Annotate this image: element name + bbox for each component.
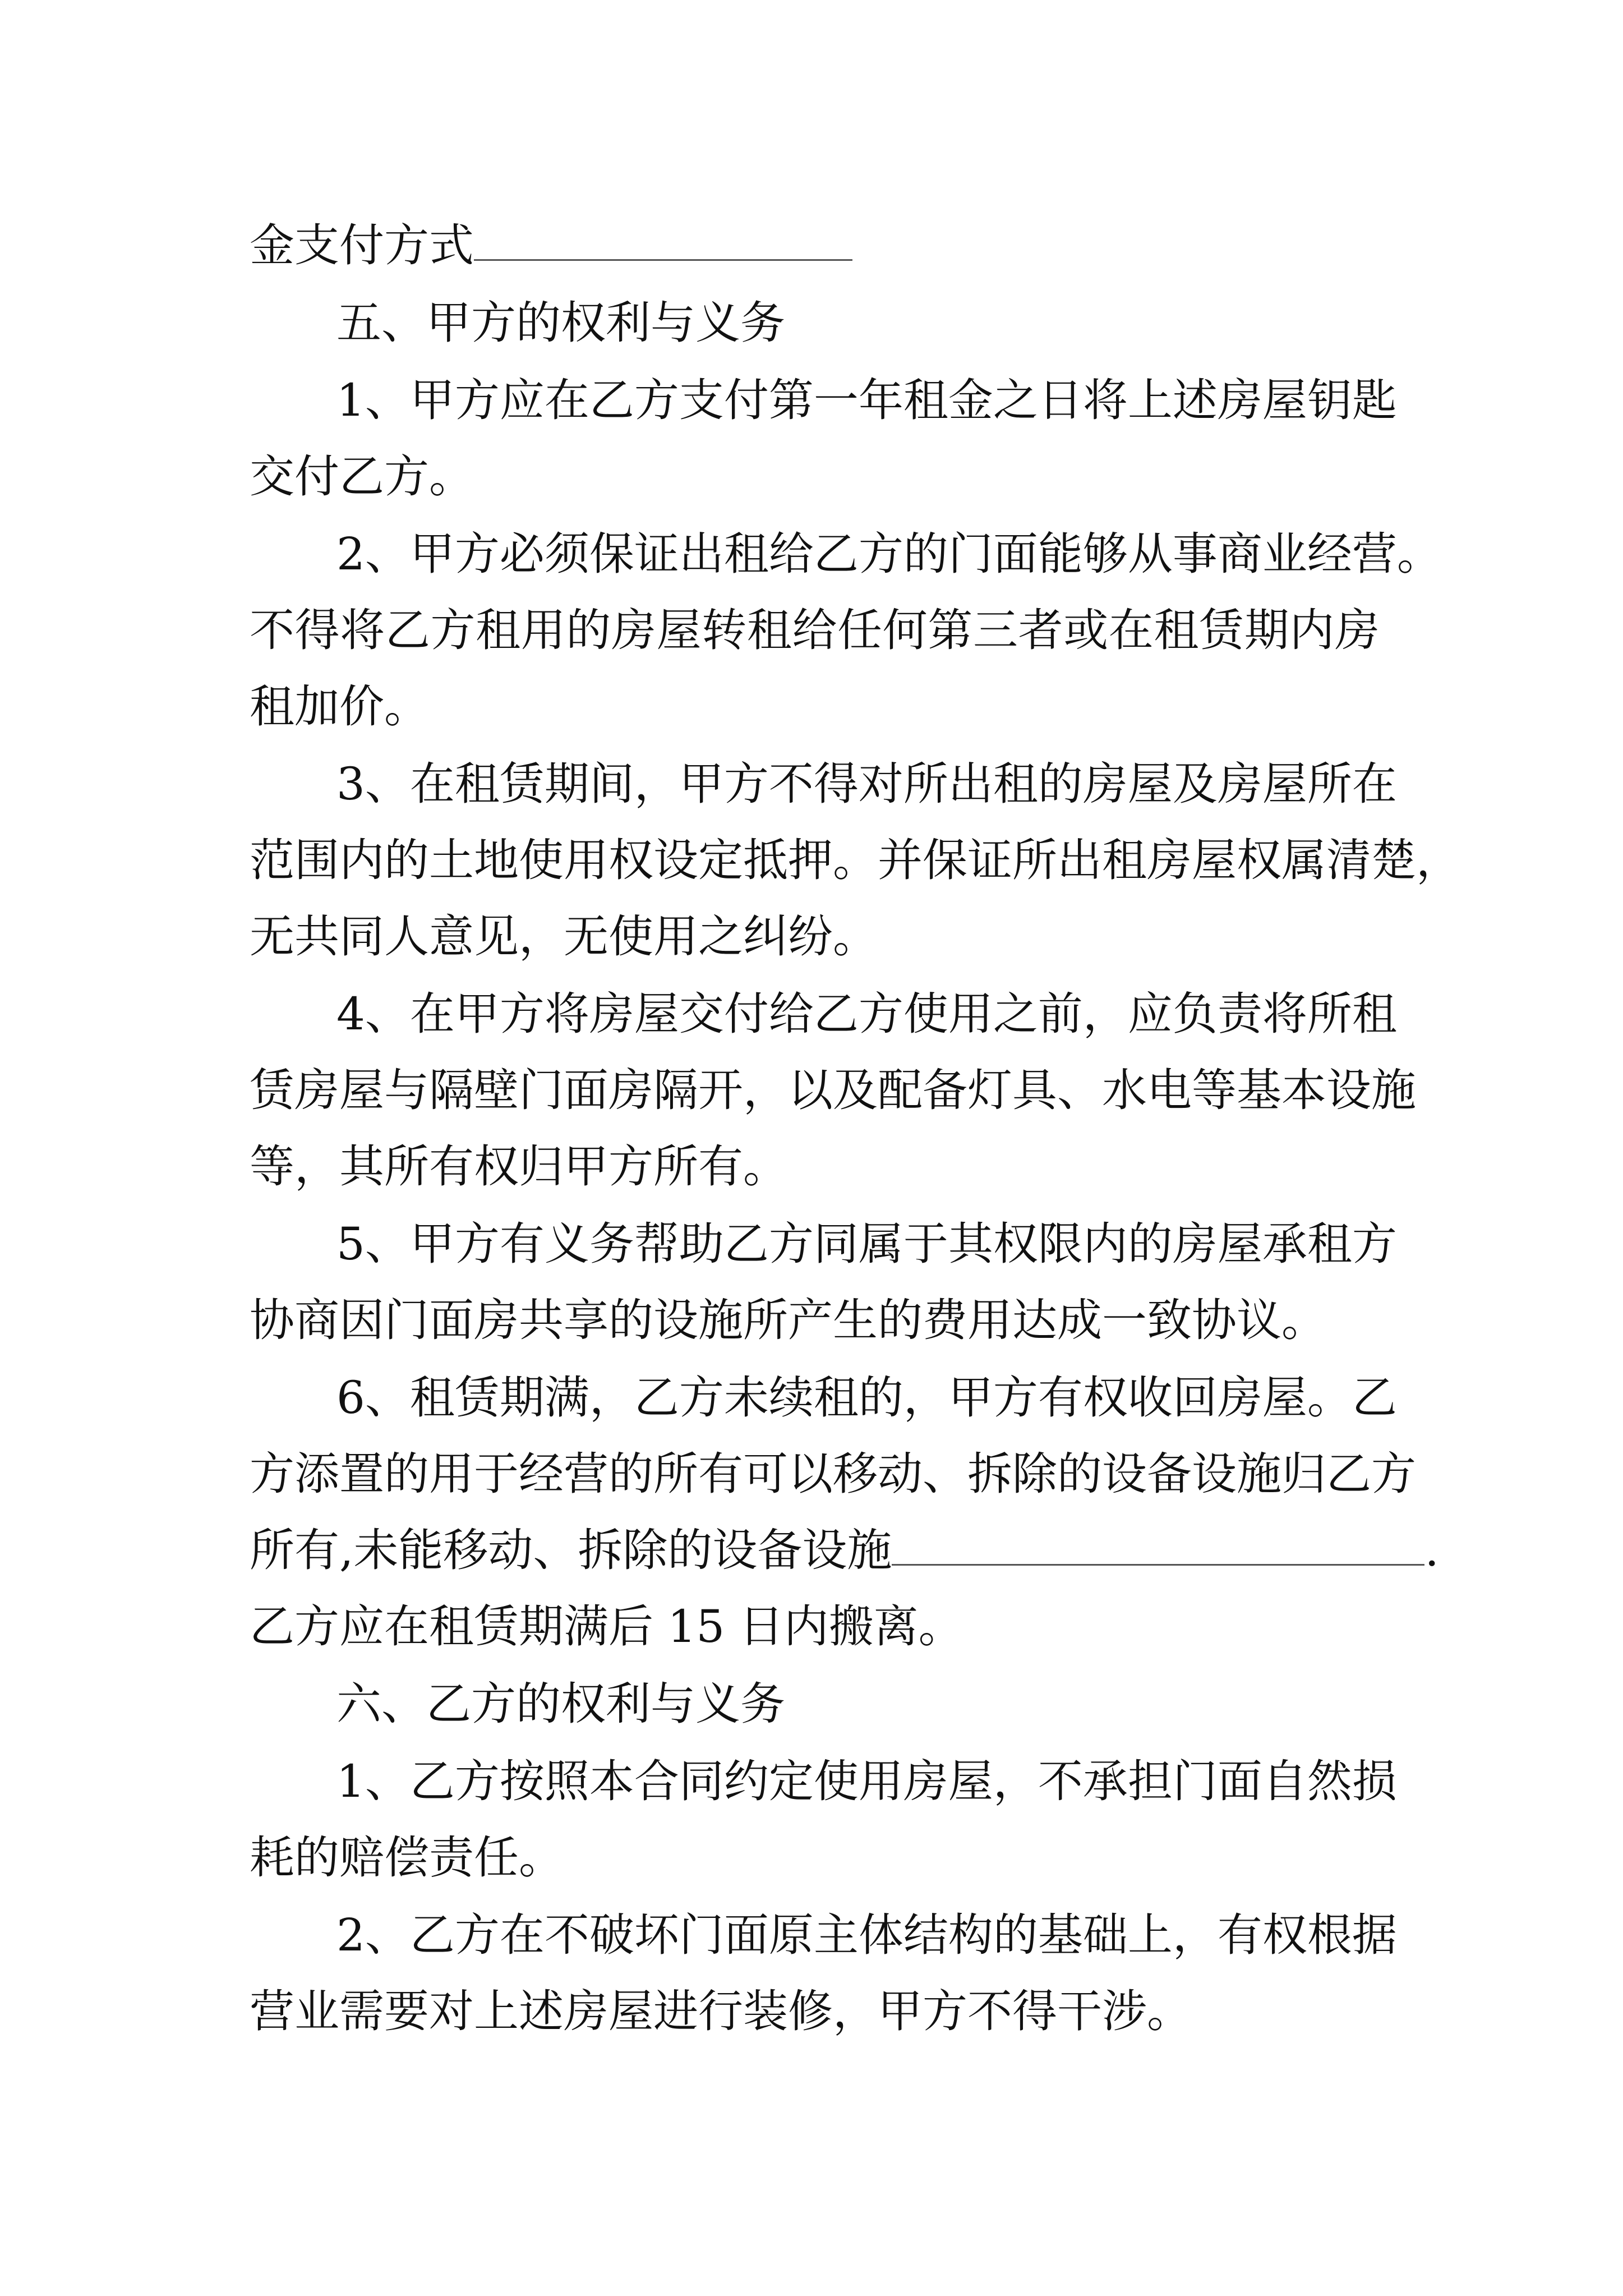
text-line: 1、甲方应在乙方支付第一年租金之日将上述房屋钥匙 xyxy=(336,374,1397,426)
text-line: 5、甲方有义务帮助乙方同属于其权限内的房屋承租方 xyxy=(336,1218,1397,1270)
text-line xyxy=(250,218,1380,274)
text-line: 营业需要对上述房屋进行装修，甲方不得干涉。 xyxy=(250,1985,1192,2037)
text-line: 2、乙方在不破坏门面原主体结构的基础上，有权根据 xyxy=(336,1909,1397,1961)
text-run: 金支付方式 xyxy=(250,219,474,272)
text-line: 4、在甲方将房屋交付给乙方使用之前，应负责将所租 xyxy=(336,988,1397,1040)
section-heading: 六、乙方的权利与义务 xyxy=(336,1678,785,1730)
text-line: 等，其所有权归甲方所有。 xyxy=(250,1140,788,1193)
text-line: 赁房屋与隔壁门面房隔开，以及配备灯具、水电等基本设施 xyxy=(250,1064,1416,1116)
section-heading: 五、甲方的权利与义务 xyxy=(336,297,785,349)
text-line: 耗的赔偿责任。 xyxy=(250,1832,564,1884)
text-run: 所有,未能移动、拆除的设备设施 xyxy=(250,1524,892,1576)
text-line: 乙方应在租赁期满后 15 日内搬离。 xyxy=(250,1600,963,1653)
text-line: 不得将乙方租用的房屋转租给任何第三者或在租赁期内房 xyxy=(250,604,1380,656)
text-line: 范围内的土地使用权设定抵押。并保证所出租房屋权属清楚， xyxy=(250,834,1461,886)
fill-in-blank xyxy=(474,220,852,261)
text-line: 交付乙方。 xyxy=(250,450,474,503)
text-line: 方添置的用于经营的所有可以移动、拆除的设备设施归乙方 xyxy=(250,1448,1416,1500)
text-line xyxy=(250,1522,1439,1579)
text-line: 1、乙方按照本合同约定使用房屋，不承担门面自然损 xyxy=(336,1755,1397,1807)
text-run: . xyxy=(1424,1524,1439,1576)
text-line: 3、在租赁期间，甲方不得对所出租的房屋及房屋所在 xyxy=(336,758,1397,810)
text-line: 6、租赁期满，乙方未续租的，甲方有权收回房屋。乙 xyxy=(336,1372,1397,1424)
fill-in-blank xyxy=(892,1525,1424,1566)
text-line: 协商因门面房共享的设施所产生的费用达成一致协议。 xyxy=(250,1294,1326,1346)
text-line: 无共同人意见，无使用之纠纷。 xyxy=(250,910,878,963)
text-line: 2、甲方必须保证出租给乙方的门面能够从事商业经营。 xyxy=(336,528,1442,580)
text-line: 租加价。 xyxy=(250,680,429,733)
